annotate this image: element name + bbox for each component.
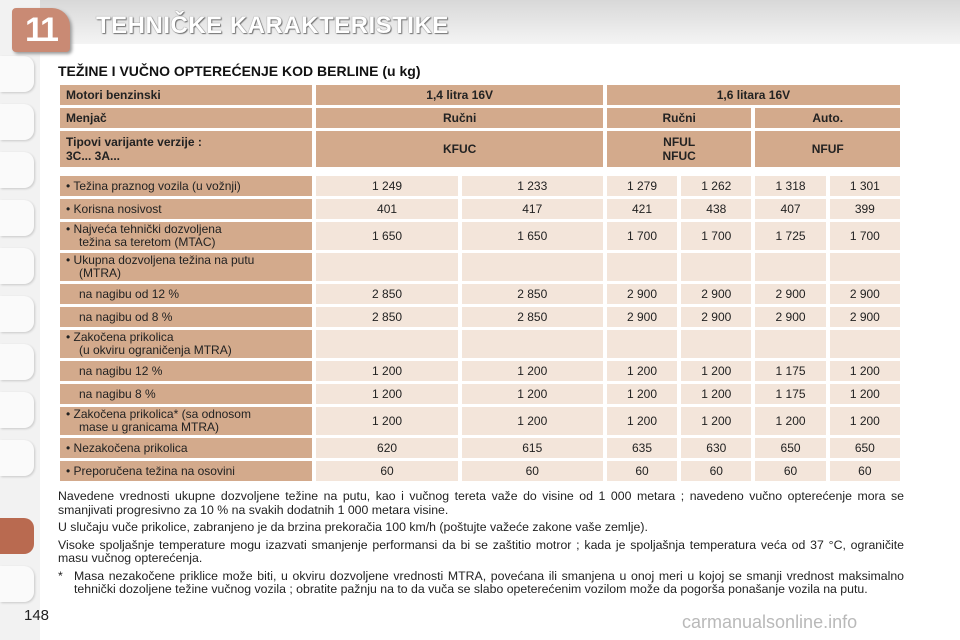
table-row xyxy=(60,176,900,196)
cell-value xyxy=(316,253,457,281)
cell-value xyxy=(607,253,677,281)
cell-value: 2 850 xyxy=(316,284,457,304)
table-row xyxy=(60,199,900,219)
row-label xyxy=(60,330,312,358)
row-label-line: na nagibu 8 % xyxy=(79,386,156,401)
row-label-line: mase u granicama MTRA) xyxy=(79,420,220,434)
chapter-tab[interactable] xyxy=(0,392,34,428)
cell-value: 60 xyxy=(316,461,457,481)
cell-value: 1 200 xyxy=(755,407,825,435)
table-row xyxy=(60,461,900,481)
cell-value: 1 233 xyxy=(462,176,603,196)
type-code: NFUL xyxy=(663,135,696,149)
row-label xyxy=(60,461,312,481)
chapter-tab[interactable] xyxy=(0,248,34,284)
weights-table xyxy=(56,82,904,484)
cell-value: 635 xyxy=(607,438,677,458)
cell-value: 1 725 xyxy=(755,222,825,250)
cell-value: 2 900 xyxy=(607,284,677,304)
chapter-tab-active[interactable] xyxy=(0,518,34,554)
note-paragraph: Navedene vrednosti ukupne dozvoljene težine na putu, kao i vučnog tereta važe do visine od 1 000 metara ; navedeno vučno opterećenje mora se smanjivati progresivno za 10 % na svakih dodatnih 1 000 metara visine. xyxy=(58,489,904,517)
cell-value xyxy=(607,330,677,358)
table-row xyxy=(60,253,900,281)
cell-value: 60 xyxy=(830,461,900,481)
type-code: NFUC xyxy=(662,149,696,163)
table-row xyxy=(60,307,900,327)
cell-value: 1 200 xyxy=(681,384,751,404)
cell-value: 1 200 xyxy=(681,361,751,381)
cell-value: 2 900 xyxy=(755,284,825,304)
row-label-line: (u okviru ograničenja MTRA) xyxy=(79,343,232,357)
cell-value: 630 xyxy=(681,438,751,458)
cell-value: 1 200 xyxy=(462,407,603,435)
chapter-title: TEHNIČKE KARAKTERISTIKE xyxy=(96,12,449,39)
row-label-line: • Težina praznog vozila (u vožnji) xyxy=(66,178,241,193)
section-title: TEŽINE I VUČNO OPTEREĆENJE KOD BERLINE (u kg) xyxy=(58,63,421,79)
table-body xyxy=(60,176,900,481)
cell-value xyxy=(830,330,900,358)
cell-value: 1 200 xyxy=(830,361,900,381)
row-label xyxy=(60,307,312,327)
row-label xyxy=(60,253,312,281)
cell-value: 1 650 xyxy=(316,222,457,250)
cell-value: 1 700 xyxy=(830,222,900,250)
chapter-number-badge: 11 xyxy=(12,8,70,52)
gearbox-header: Ručni xyxy=(316,108,602,128)
row-label xyxy=(60,438,312,458)
cell-value xyxy=(681,330,751,358)
cell-value: 60 xyxy=(755,461,825,481)
row-label-line: (MTRA) xyxy=(79,266,121,280)
row-label-line: • Najveća tehnički dozvoljena xyxy=(66,222,222,236)
row-label xyxy=(60,176,312,196)
cell-value: 1 200 xyxy=(462,361,603,381)
cell-value xyxy=(755,330,825,358)
cell-value: 1 200 xyxy=(607,384,677,404)
row-label-line: • Zakočena prikolica xyxy=(66,330,174,344)
row-label-line: na nagibu 12 % xyxy=(79,363,163,378)
types-label-line: 3C... 3A... xyxy=(66,149,121,163)
cell-value: 2 850 xyxy=(462,284,603,304)
cell-value: 1 700 xyxy=(681,222,751,250)
cell-value: 1 175 xyxy=(755,361,825,381)
row-label-line: na nagibu od 8 % xyxy=(79,309,173,324)
cell-value: 1 200 xyxy=(316,384,457,404)
cell-value: 1 301 xyxy=(830,176,900,196)
row-label xyxy=(60,199,312,219)
cell-value: 421 xyxy=(607,199,677,219)
row-label-line: • Zakočena prikolica* (sa odnosom xyxy=(66,407,251,421)
cell-value: 2 850 xyxy=(462,307,603,327)
cell-value: 1 175 xyxy=(755,384,825,404)
cell-value: 1 200 xyxy=(607,407,677,435)
cell-value: 2 900 xyxy=(830,307,900,327)
cell-value xyxy=(316,330,457,358)
cell-value: 2 900 xyxy=(830,284,900,304)
cell-value: 1 200 xyxy=(830,407,900,435)
chapter-tab[interactable] xyxy=(0,566,34,602)
row-label-line: • Preporučena težina na osovini xyxy=(66,463,235,478)
engine-header: 1,6 litara 16V xyxy=(607,85,900,105)
chapter-tab[interactable] xyxy=(0,152,34,188)
row-label xyxy=(60,284,312,304)
footnote xyxy=(58,570,904,601)
cell-value: 1 200 xyxy=(830,384,900,404)
cell-value xyxy=(755,253,825,281)
cell-value: 438 xyxy=(681,199,751,219)
engine-header: 1,4 litra 16V xyxy=(316,85,602,105)
cell-value: 1 318 xyxy=(755,176,825,196)
cell-value: 650 xyxy=(755,438,825,458)
cell-value: 60 xyxy=(607,461,677,481)
row-label xyxy=(60,361,312,381)
cell-value: 1 200 xyxy=(316,361,457,381)
note-paragraph: Visoke spoljašnje temperature mogu izazvati smanjenje performansi da bi se zaštitio motror ; kada je spoljašnja temperatura veća od 37 °C, ograničite masu vučnog opterećenja. xyxy=(58,537,904,565)
cell-value: 650 xyxy=(830,438,900,458)
page-number: 148 xyxy=(24,607,50,624)
table-row xyxy=(60,384,900,404)
cell-value: 1 650 xyxy=(462,222,603,250)
cell-value: 1 200 xyxy=(607,361,677,381)
cell-value xyxy=(830,253,900,281)
cell-value: 60 xyxy=(681,461,751,481)
chapter-tab[interactable] xyxy=(0,440,34,476)
cell-value: 1 200 xyxy=(316,407,457,435)
table-row xyxy=(60,361,900,381)
types-label-line: Tipovi varijante verzije : xyxy=(66,135,202,149)
type-header: NFUF xyxy=(755,131,900,167)
cell-value: 399 xyxy=(830,199,900,219)
cell-value: 2 900 xyxy=(681,284,751,304)
row-label-line: • Ukupna dozvoljena težina na putu xyxy=(66,253,255,267)
table-row xyxy=(60,407,900,435)
type-header: KFUC xyxy=(316,131,602,167)
cell-value: 2 900 xyxy=(607,307,677,327)
cell-value: 417 xyxy=(462,199,603,219)
row-label xyxy=(60,222,312,250)
gearbox-header: Auto. xyxy=(755,108,900,128)
notes xyxy=(58,490,904,601)
chapter-tab[interactable] xyxy=(0,56,34,92)
row-label-line: težina sa teretom (MTAC) xyxy=(79,235,216,249)
footnote-mark: * xyxy=(58,568,63,583)
cell-value: 1 249 xyxy=(316,176,457,196)
row-label xyxy=(60,384,312,404)
row-label-line: • Korisna nosivost xyxy=(66,201,162,216)
table-row xyxy=(60,438,900,458)
table-row xyxy=(60,222,900,250)
chapter-tab[interactable] xyxy=(0,296,34,332)
cell-value: 401 xyxy=(316,199,457,219)
table-row xyxy=(60,330,900,358)
footnote-text: Masa nezakočene priklice može biti, u okviru dozvoljene vrednosti MTRA, povećana ili smanjena u onoj meri u kojoj se smanji vrednost maksimalno tehnički dozoljene težine vučnog vozila ; obratite pažnju na to da vuča se slabo opeterećenim vozilom može da pogorša ponašanje vozila na putu. xyxy=(74,568,904,596)
cell-value: 615 xyxy=(462,438,603,458)
chapter-tab[interactable] xyxy=(0,104,34,140)
gearbox-header: Ručni xyxy=(607,108,752,128)
cell-value xyxy=(462,330,603,358)
cell-value: 60 xyxy=(462,461,603,481)
cell-value: 407 xyxy=(755,199,825,219)
chapter-tab[interactable] xyxy=(0,344,34,380)
row-label xyxy=(60,407,312,435)
type-header xyxy=(607,131,752,167)
cell-value: 1 279 xyxy=(607,176,677,196)
cell-value: 2 900 xyxy=(681,307,751,327)
types-label xyxy=(60,131,312,167)
cell-value xyxy=(462,253,603,281)
chapter-tab[interactable] xyxy=(0,200,34,236)
engines-label: Motori benzinski xyxy=(60,85,312,105)
gearbox-label: Menjač xyxy=(60,108,312,128)
row-label-line: na nagibu od 12 % xyxy=(79,286,180,301)
cell-value: 1 262 xyxy=(681,176,751,196)
watermark: carmanualsonline.info xyxy=(682,612,858,632)
cell-value: 2 900 xyxy=(755,307,825,327)
cell-value xyxy=(681,253,751,281)
note-paragraph: U slučaju vuče prikolice, zabranjeno je da brzina prekoračia 100 km/h (poštujte važeće zakone vaše zemlje). xyxy=(58,520,648,534)
row-label-line: • Nezakočena prikolica xyxy=(66,440,188,455)
chapter-sidebar xyxy=(0,0,40,640)
cell-value: 2 850 xyxy=(316,307,457,327)
cell-value: 620 xyxy=(316,438,457,458)
cell-value: 1 200 xyxy=(681,407,751,435)
table-row xyxy=(60,284,900,304)
cell-value: 1 700 xyxy=(607,222,677,250)
cell-value: 1 200 xyxy=(462,384,603,404)
